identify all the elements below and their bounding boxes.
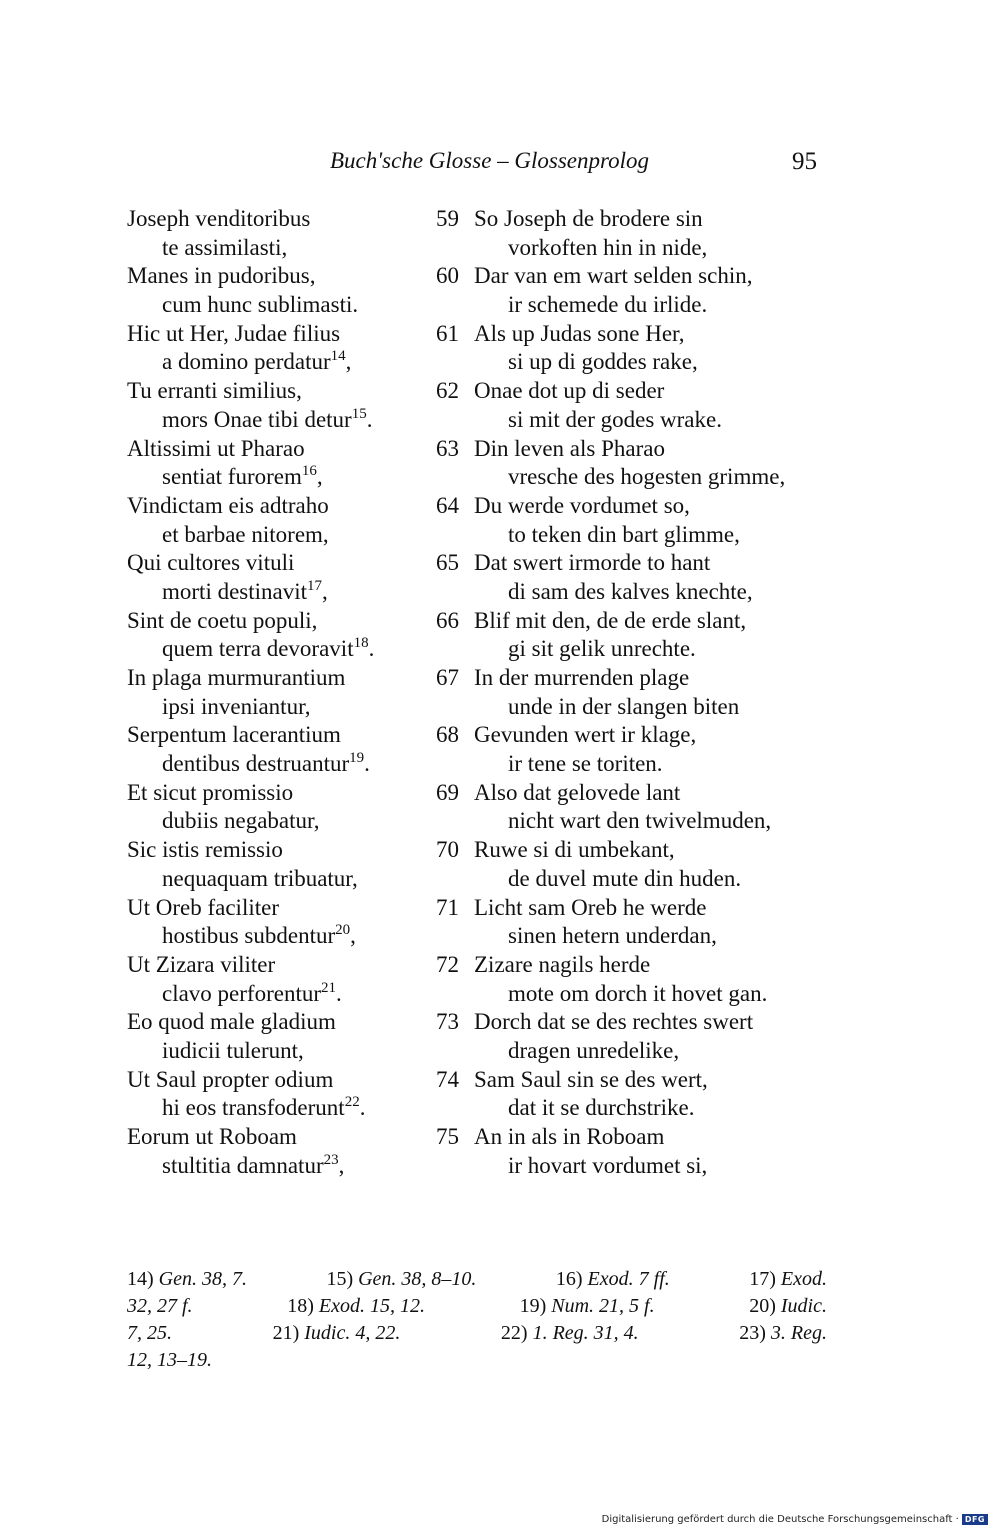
german-verse-line <box>436 607 816 636</box>
latin-verse-text: Joseph venditoribus <box>127 206 311 231</box>
footnote-item <box>127 1320 172 1347</box>
latin-verse-line <box>127 1037 427 1066</box>
german-verse-line <box>436 492 816 521</box>
german-verse-text: ir schemede du irlide. <box>508 292 708 318</box>
latin-verse-line <box>127 549 427 578</box>
verse-number: 65 <box>436 550 459 576</box>
german-verse-line <box>436 721 816 750</box>
german-verse-text: gi sit gelik unrechte. <box>508 636 696 662</box>
latin-verse-text: Ut Saul propter odium <box>127 1066 334 1092</box>
latin-verse-text: Sic istis remissio <box>127 837 283 863</box>
footnote-reference: Num. 21, 5 f. <box>551 1295 655 1317</box>
latin-verse-text: quem terra devoravit <box>162 636 354 662</box>
latin-verse-line <box>127 406 427 435</box>
german-verse-line <box>436 951 816 980</box>
german-verse-line <box>436 1123 816 1152</box>
verse-number: 64 <box>436 492 459 518</box>
verse-number: 66 <box>436 607 459 633</box>
latin-verse-text: cum hunc sublimasti. <box>162 292 359 318</box>
latin-verse-line <box>127 348 427 377</box>
latin-verse-text: mors Onae tibi detur <box>162 406 352 432</box>
german-verse-text: Sam Saul sin se des wert, <box>474 1066 708 1092</box>
latin-verse-line <box>127 721 427 750</box>
latin-verse-text: Manes in pudoribus, <box>127 263 316 289</box>
german-verse-line <box>436 320 816 349</box>
german-verse-line <box>436 205 816 234</box>
german-verse-text: Als up Judas sone Her, <box>474 320 685 346</box>
latin-verse-text: Altissimi ut Pharao <box>127 435 305 461</box>
footnote-item <box>127 1293 193 1320</box>
latin-verse-text: Ut Zizara viliter <box>127 951 276 977</box>
latin-verse-text: te assimilasti, <box>162 234 288 260</box>
german-verse-text: In der murrenden plage <box>474 665 690 690</box>
german-verse-text: ir hovart vordumet si, <box>508 1152 708 1178</box>
dfg-logo: DFG <box>962 1514 988 1525</box>
verse-number: 70 <box>436 837 459 863</box>
footnote-marker: 15 <box>351 405 367 422</box>
german-verse-line <box>436 549 816 578</box>
german-verse-line <box>436 865 816 894</box>
german-verse-line <box>436 377 816 406</box>
german-verse-text: Dar van em wart selden schin, <box>474 263 753 289</box>
german-verse-line <box>436 693 816 722</box>
punctuation: . <box>359 1095 366 1121</box>
german-verse-column <box>436 205 816 1180</box>
footnote-item <box>287 1293 425 1320</box>
latin-verse-line <box>127 836 427 865</box>
latin-verse-text: dentibus destruantur <box>162 751 350 777</box>
latin-verse-text: sentiat furorem <box>162 464 302 490</box>
page-number: 95 <box>792 148 817 175</box>
footnote-number: 23) <box>739 1322 771 1344</box>
german-verse-text: vresche des hogesten grimme, <box>508 464 786 490</box>
latin-verse-line <box>127 1066 427 1095</box>
latin-verse-text: Vindictam eis adtraho <box>127 492 329 518</box>
footnote-number: 14) <box>127 1268 159 1290</box>
latin-verse-line <box>127 262 427 291</box>
footnote-marker: 21 <box>321 979 337 996</box>
german-verse-text: Dat swert irmorde to hant <box>474 550 711 576</box>
german-verse-text: Licht sam Oreb he werde <box>474 894 707 920</box>
punctuation: , <box>350 923 356 949</box>
footnotes <box>127 1266 827 1374</box>
footnote-item <box>273 1320 401 1347</box>
latin-verse-line <box>127 807 427 836</box>
latin-verse-text: dubiis negabatur, <box>162 808 320 834</box>
footnote-reference: Exod. 7 ff. <box>587 1268 670 1290</box>
latin-verse-line <box>127 492 427 521</box>
footnote-reference: 3. Reg. <box>770 1322 827 1344</box>
latin-verse-line <box>127 980 427 1009</box>
footnote-marker: 16 <box>301 463 317 480</box>
footnote-marker: 19 <box>349 750 365 767</box>
digitization-credit <box>602 1514 988 1525</box>
footnote-item <box>739 1320 827 1347</box>
footnote-row <box>127 1347 827 1374</box>
latin-verse-line <box>127 865 427 894</box>
latin-verse-line <box>127 1152 427 1181</box>
footnote-item <box>749 1293 827 1320</box>
footnote-reference: Exod. 15, 12. <box>318 1295 425 1317</box>
german-verse-line <box>436 291 816 320</box>
latin-verse-text: Sint de coetu populi, <box>127 607 318 633</box>
verse-number: 67 <box>436 665 459 690</box>
footnote-reference: Gen. 38, 7. <box>158 1268 247 1290</box>
latin-verse-text: iudicii tulerunt, <box>162 1037 304 1063</box>
german-verse-line <box>436 750 816 779</box>
latin-verse-text: Qui cultores vituli <box>127 550 295 576</box>
latin-verse-text: Tu erranti similius, <box>127 378 302 404</box>
verse-number: 61 <box>436 320 459 346</box>
german-verse-text: to teken din bart glimme, <box>508 521 740 547</box>
footnote-row <box>127 1266 827 1293</box>
german-verse-text: Onae dot up di seder <box>474 378 665 404</box>
latin-verse-text: hi eos transfoderunt <box>162 1095 345 1121</box>
latin-verse-line <box>127 463 427 492</box>
latin-verse-line <box>127 1094 427 1123</box>
footnote-item <box>127 1266 247 1293</box>
latin-verse-line <box>127 635 427 664</box>
verse-number: 75 <box>436 1124 459 1149</box>
german-verse-line <box>436 836 816 865</box>
german-verse-text: Gevunden wert ir klage, <box>474 722 697 748</box>
latin-verse-text: a domino perdatur <box>162 349 331 375</box>
german-verse-line <box>436 262 816 291</box>
german-verse-text: vorkoften hin in nide, <box>508 234 708 260</box>
punctuation: . <box>368 636 375 662</box>
footnote-marker: 20 <box>335 922 351 939</box>
german-verse-text: Also dat gelovede lant <box>474 779 681 805</box>
latin-verse-text: Eo quod male gladium <box>127 1009 336 1035</box>
german-verse-text: Ruwe si di umbekant, <box>474 837 675 863</box>
german-verse-line <box>436 521 816 550</box>
latin-verse-text: et barbae nitorem, <box>162 521 329 547</box>
latin-verse-line <box>127 951 427 980</box>
german-verse-line <box>436 406 816 435</box>
german-verse-text: sinen hetern underdan, <box>508 923 717 949</box>
verse-number: 73 <box>436 1009 459 1035</box>
german-verse-line <box>436 779 816 808</box>
latin-verse-line <box>127 435 427 464</box>
footnote-marker: 23 <box>323 1151 339 1168</box>
latin-verse-line <box>127 1008 427 1037</box>
footnote-item <box>326 1266 476 1293</box>
running-title: Buch'sche Glosse – Glossenprolog <box>330 148 650 173</box>
latin-verse-text: morti destinavit <box>162 578 308 604</box>
punctuation: . <box>366 406 373 432</box>
latin-verse-line <box>127 1123 427 1152</box>
footnote-reference: 32, 27 f. <box>127 1295 193 1317</box>
latin-verse-text: Serpentum lacerantium <box>127 722 341 748</box>
footnote-marker: 14 <box>330 348 346 365</box>
footnote-marker: 18 <box>353 635 369 652</box>
footnote-reference: 1. Reg. 31, 4. <box>532 1322 639 1344</box>
verse-number: 59 <box>436 206 459 231</box>
footnote-item <box>127 1347 212 1374</box>
verse-number: 62 <box>436 378 459 404</box>
verse-number: 69 <box>436 779 459 805</box>
german-verse-line <box>436 1152 816 1181</box>
german-verse-line <box>436 922 816 951</box>
footnote-reference: 12, 13–19. <box>127 1349 212 1371</box>
german-verse-text: ir tene se toriten. <box>508 751 663 777</box>
credit-text: Digitalisierung gefördert durch die Deutsche Forschungsgemeinschaft · <box>601 1514 959 1525</box>
german-verse-line <box>436 1066 816 1095</box>
latin-verse-column <box>127 205 427 1180</box>
german-verse-text: Dorch dat se des rechtes swert <box>474 1009 754 1035</box>
latin-verse-text: hostibus subdentur <box>162 923 336 949</box>
punctuation: . <box>336 980 342 1006</box>
footnote-row <box>127 1293 827 1320</box>
german-verse-text: Du werde vordumet so, <box>474 492 690 518</box>
german-verse-line <box>436 234 816 263</box>
latin-verse-text: Ut Oreb faciliter <box>127 894 279 920</box>
footnote-marker: 22 <box>344 1094 360 1111</box>
german-verse-text: si up di goddes rake, <box>508 349 698 375</box>
footnote-reference: Iudic. <box>780 1295 827 1317</box>
latin-verse-line <box>127 894 427 923</box>
footnote-number: 15) <box>326 1268 359 1290</box>
german-verse-text: mote om dorch it hovet gan. <box>508 980 768 1006</box>
footnote-item <box>749 1266 827 1293</box>
german-verse-text: si mit der godes wrake. <box>508 406 722 432</box>
latin-verse-text: Hic ut Her, Judae filius <box>127 320 341 346</box>
german-verse-line <box>436 578 816 607</box>
german-verse-text: dat it se durchstrike. <box>508 1095 695 1121</box>
footnote-number: 21) <box>272 1322 305 1344</box>
latin-verse-line <box>127 693 427 722</box>
footnote-reference: Iudic. 4, 22. <box>304 1322 401 1344</box>
footnote-number: 16) <box>555 1268 588 1290</box>
german-verse-line <box>436 894 816 923</box>
german-verse-text: Din leven als Pharao <box>474 435 665 461</box>
german-verse-line <box>436 1037 816 1066</box>
verse-number: 72 <box>436 951 459 977</box>
latin-verse-line <box>127 578 427 607</box>
footnote-reference: Exod. <box>780 1268 827 1290</box>
german-verse-line <box>436 635 816 664</box>
german-verse-text: de duvel mute din huden. <box>508 865 742 891</box>
german-verse-line <box>436 980 816 1009</box>
german-verse-text: An in als in Roboam <box>474 1124 665 1149</box>
latin-verse-line <box>127 320 427 349</box>
latin-verse-text: nequaquam tribuatur, <box>162 865 358 891</box>
footnote-item <box>501 1320 639 1347</box>
footnote-number: 17) <box>749 1268 781 1290</box>
punctuation: , <box>345 349 352 375</box>
footnote-number: 22) <box>500 1322 533 1344</box>
footnote-reference: 7, 25. <box>127 1322 172 1344</box>
footnote-item <box>556 1266 670 1293</box>
latin-verse-line <box>127 664 427 693</box>
german-verse-text: dragen unredelike, <box>508 1037 680 1063</box>
latin-verse-line <box>127 922 427 951</box>
latin-verse-text: stultitia damnatur <box>162 1152 324 1178</box>
german-verse-text: unde in der slangen biten <box>508 693 740 719</box>
verse-number: 71 <box>436 894 459 920</box>
footnote-reference: Gen. 38, 8–10. <box>358 1268 477 1290</box>
punctuation: . <box>364 751 370 777</box>
german-verse-text: Zizare nagils herde <box>474 951 651 977</box>
latin-verse-line <box>127 377 427 406</box>
footnote-number: 19) <box>519 1295 552 1317</box>
latin-verse-text: Eorum ut Roboam <box>127 1124 297 1149</box>
german-verse-line <box>436 435 816 464</box>
footnote-marker: 17 <box>307 577 323 594</box>
footnote-item <box>520 1293 655 1320</box>
german-verse-line <box>436 664 816 693</box>
latin-verse-line <box>127 521 427 550</box>
german-verse-text: di sam des kalves knechte, <box>508 578 753 604</box>
footnote-number: 20) <box>749 1295 781 1317</box>
german-verse-line <box>436 1094 816 1123</box>
latin-verse-line <box>127 607 427 636</box>
latin-verse-text: ipsi inveniantur, <box>162 693 311 719</box>
german-verse-text: nicht wart den twivelmuden, <box>508 808 772 834</box>
latin-verse-text: clavo perforentur <box>162 980 322 1006</box>
verse-number: 63 <box>436 435 459 461</box>
german-verse-text: Blif mit den, de de erde slant, <box>474 607 747 633</box>
german-verse-line <box>436 348 816 377</box>
punctuation: , <box>322 578 328 604</box>
latin-verse-text: In plaga murmurantium <box>127 665 346 690</box>
footnote-number: 18) <box>287 1295 319 1317</box>
latin-verse-line <box>127 205 427 234</box>
punctuation: , <box>316 464 323 490</box>
german-verse-line <box>436 463 816 492</box>
footnote-row <box>127 1320 827 1347</box>
verse-number: 74 <box>436 1066 459 1092</box>
german-verse-text: So Joseph de brodere sin <box>474 206 703 231</box>
german-verse-line <box>436 1008 816 1037</box>
latin-verse-line <box>127 750 427 779</box>
verse-number: 60 <box>436 263 459 289</box>
latin-verse-text: Et sicut promissio <box>127 779 294 805</box>
latin-verse-line <box>127 779 427 808</box>
verse-number: 68 <box>436 722 459 748</box>
punctuation: , <box>338 1152 345 1178</box>
german-verse-line <box>436 807 816 836</box>
latin-verse-line <box>127 291 427 320</box>
latin-verse-line <box>127 234 427 263</box>
